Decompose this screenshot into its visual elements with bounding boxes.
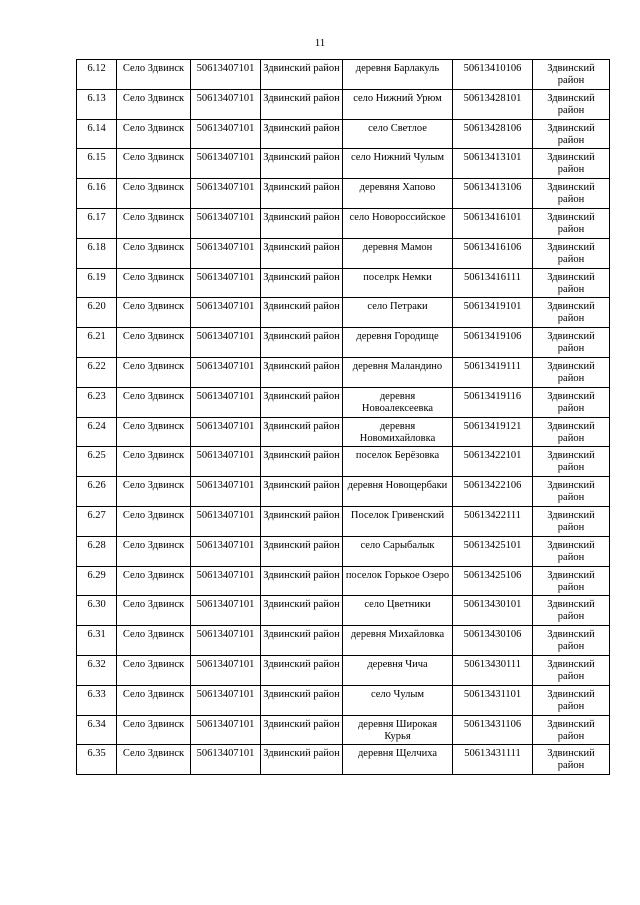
destination-settlement-cell: деревня Широкая Курья (343, 715, 453, 745)
row-number-cell: 6.24 (77, 417, 117, 447)
row-number-cell: 6.23 (77, 387, 117, 417)
row-number-cell: 6.15 (77, 149, 117, 179)
destination-oktmo-cell: 50613430111 (453, 655, 533, 685)
origin-oktmo-cell: 50613407101 (191, 506, 261, 536)
origin-settlement-cell: Село Здвинск (117, 715, 191, 745)
table-row (77, 477, 610, 507)
origin-settlement-cell: Село Здвинск (117, 685, 191, 715)
row-number-cell: 6.34 (77, 715, 117, 745)
page-number: 11 (314, 37, 326, 49)
table-row (77, 387, 610, 417)
origin-district-cell: Здвинский район (261, 506, 343, 536)
row-number-cell: 6.16 (77, 179, 117, 209)
origin-settlement-cell: Село Здвинск (117, 179, 191, 209)
row-number-cell: 6.21 (77, 328, 117, 358)
table-row (77, 417, 610, 447)
row-number-cell: 6.29 (77, 566, 117, 596)
origin-oktmo-cell: 50613407101 (191, 179, 261, 209)
origin-oktmo-cell: 50613407101 (191, 357, 261, 387)
destination-district-cell: Здвинский район (533, 298, 610, 328)
destination-district-cell: Здвинский район (533, 328, 610, 358)
destination-district-cell: Здвинский район (533, 238, 610, 268)
table-row (77, 506, 610, 536)
table-row (77, 685, 610, 715)
origin-district-cell: Здвинский район (261, 149, 343, 179)
origin-settlement-cell: Село Здвинск (117, 328, 191, 358)
table-row (77, 298, 610, 328)
origin-oktmo-cell: 50613407101 (191, 477, 261, 507)
table-row (77, 745, 610, 775)
destination-oktmo-cell: 50613422106 (453, 477, 533, 507)
destination-settlement-cell: село Нижний Урюм (343, 89, 453, 119)
origin-district-cell: Здвинский район (261, 179, 343, 209)
origin-district-cell: Здвинский район (261, 298, 343, 328)
destination-settlement-cell: Поселок Гривенский (343, 506, 453, 536)
destination-district-cell: Здвинский район (533, 119, 610, 149)
destination-oktmo-cell: 50613419101 (453, 298, 533, 328)
origin-district-cell: Здвинский район (261, 119, 343, 149)
row-number-cell: 6.13 (77, 89, 117, 119)
destination-settlement-cell: деревня Барлакуль (343, 60, 453, 90)
origin-district-cell: Здвинский район (261, 596, 343, 626)
table-row (77, 208, 610, 238)
destination-oktmo-cell: 50613425106 (453, 566, 533, 596)
origin-oktmo-cell: 50613407101 (191, 328, 261, 358)
table-row (77, 596, 610, 626)
origin-settlement-cell: Село Здвинск (117, 447, 191, 477)
table-row (77, 536, 610, 566)
destination-settlement-cell: село Петраки (343, 298, 453, 328)
origin-settlement-cell: Село Здвинск (117, 89, 191, 119)
origin-oktmo-cell: 50613407101 (191, 566, 261, 596)
origin-settlement-cell: Село Здвинск (117, 566, 191, 596)
destination-district-cell: Здвинский район (533, 149, 610, 179)
origin-settlement-cell: Село Здвинск (117, 477, 191, 507)
destination-settlement-cell: деревяня Хапово (343, 179, 453, 209)
destination-district-cell: Здвинский район (533, 208, 610, 238)
destination-oktmo-cell: 50613422101 (453, 447, 533, 477)
destination-oktmo-cell: 50613416101 (453, 208, 533, 238)
origin-district-cell: Здвинский район (261, 655, 343, 685)
origin-settlement-cell: Село Здвинск (117, 149, 191, 179)
destination-district-cell: Здвинский район (533, 60, 610, 90)
destination-oktmo-cell: 50613422111 (453, 506, 533, 536)
origin-settlement-cell: Село Здвинск (117, 387, 191, 417)
destination-settlement-cell: село Нижний Чулым (343, 149, 453, 179)
table-row (77, 119, 610, 149)
origin-oktmo-cell: 50613407101 (191, 119, 261, 149)
origin-district-cell: Здвинский район (261, 328, 343, 358)
destination-oktmo-cell: 50613410106 (453, 60, 533, 90)
destination-settlement-cell: село Светлое (343, 119, 453, 149)
row-number-cell: 6.22 (77, 357, 117, 387)
origin-oktmo-cell: 50613407101 (191, 655, 261, 685)
origin-settlement-cell: Село Здвинск (117, 268, 191, 298)
origin-oktmo-cell: 50613407101 (191, 745, 261, 775)
destination-settlement-cell: село Чулым (343, 685, 453, 715)
origin-district-cell: Здвинский район (261, 357, 343, 387)
origin-settlement-cell: Село Здвинск (117, 626, 191, 656)
destination-oktmo-cell: 50613431101 (453, 685, 533, 715)
origin-settlement-cell: Село Здвинск (117, 208, 191, 238)
destination-oktmo-cell: 50613419121 (453, 417, 533, 447)
origin-district-cell: Здвинский район (261, 387, 343, 417)
destination-district-cell: Здвинский район (533, 89, 610, 119)
origin-district-cell: Здвинский район (261, 447, 343, 477)
table-row (77, 60, 610, 90)
destination-settlement-cell: село Новороссийское (343, 208, 453, 238)
origin-settlement-cell: Село Здвинск (117, 357, 191, 387)
row-number-cell: 6.35 (77, 745, 117, 775)
origin-district-cell: Здвинский район (261, 536, 343, 566)
destination-oktmo-cell: 50613431111 (453, 745, 533, 775)
origin-settlement-cell: Село Здвинск (117, 596, 191, 626)
destination-district-cell: Здвинский район (533, 626, 610, 656)
destination-oktmo-cell: 50613431106 (453, 715, 533, 745)
row-number-cell: 6.31 (77, 626, 117, 656)
origin-district-cell: Здвинский район (261, 477, 343, 507)
destination-settlement-cell: село Сарыбалык (343, 536, 453, 566)
row-number-cell: 6.32 (77, 655, 117, 685)
row-number-cell: 6.18 (77, 238, 117, 268)
destination-settlement-cell: поселрк Немки (343, 268, 453, 298)
destination-district-cell: Здвинский район (533, 179, 610, 209)
origin-district-cell: Здвинский район (261, 268, 343, 298)
origin-district-cell: Здвинский район (261, 626, 343, 656)
destination-oktmo-cell: 50613419116 (453, 387, 533, 417)
table-row (77, 238, 610, 268)
origin-district-cell: Здвинский район (261, 238, 343, 268)
row-number-cell: 6.20 (77, 298, 117, 328)
row-number-cell: 6.17 (77, 208, 117, 238)
destination-settlement-cell: деревня Михайловка (343, 626, 453, 656)
table-row (77, 447, 610, 477)
origin-settlement-cell: Село Здвинск (117, 745, 191, 775)
origin-oktmo-cell: 50613407101 (191, 447, 261, 477)
origin-settlement-cell: Село Здвинск (117, 238, 191, 268)
destination-oktmo-cell: 50613425101 (453, 536, 533, 566)
origin-settlement-cell: Село Здвинск (117, 506, 191, 536)
destination-settlement-cell: поселок Берёзовка (343, 447, 453, 477)
destination-settlement-cell: деревня Чича (343, 655, 453, 685)
destination-district-cell: Здвинский район (533, 566, 610, 596)
origin-oktmo-cell: 50613407101 (191, 387, 261, 417)
destination-settlement-cell: деревня Новомихайловка (343, 417, 453, 447)
row-number-cell: 6.12 (77, 60, 117, 90)
row-number-cell: 6.27 (77, 506, 117, 536)
destination-district-cell: Здвинский район (533, 417, 610, 447)
row-number-cell: 6.19 (77, 268, 117, 298)
table-row (77, 715, 610, 745)
destination-district-cell: Здвинский район (533, 268, 610, 298)
destination-district-cell: Здвинский район (533, 536, 610, 566)
destination-oktmo-cell: 50613419106 (453, 328, 533, 358)
origin-district-cell: Здвинский район (261, 89, 343, 119)
destination-oktmo-cell: 50613419111 (453, 357, 533, 387)
destination-oktmo-cell: 50613430101 (453, 596, 533, 626)
destination-settlement-cell: село Цветники (343, 596, 453, 626)
origin-oktmo-cell: 50613407101 (191, 208, 261, 238)
row-number-cell: 6.14 (77, 119, 117, 149)
destination-district-cell: Здвинский район (533, 715, 610, 745)
destination-oktmo-cell: 50613413106 (453, 179, 533, 209)
table-row (77, 655, 610, 685)
row-number-cell: 6.28 (77, 536, 117, 566)
destination-oktmo-cell: 50613428101 (453, 89, 533, 119)
origin-district-cell: Здвинский район (261, 685, 343, 715)
settlements-table (76, 59, 610, 775)
destination-settlement-cell: поселок Горькое Озеро (343, 566, 453, 596)
origin-oktmo-cell: 50613407101 (191, 685, 261, 715)
origin-oktmo-cell: 50613407101 (191, 417, 261, 447)
destination-oktmo-cell: 50613416106 (453, 238, 533, 268)
table-row (77, 89, 610, 119)
origin-oktmo-cell: 50613407101 (191, 715, 261, 745)
origin-district-cell: Здвинский район (261, 715, 343, 745)
destination-district-cell: Здвинский район (533, 387, 610, 417)
table-row (77, 357, 610, 387)
row-number-cell: 6.30 (77, 596, 117, 626)
origin-oktmo-cell: 50613407101 (191, 536, 261, 566)
table-row (77, 179, 610, 209)
origin-oktmo-cell: 50613407101 (191, 149, 261, 179)
origin-district-cell: Здвинский район (261, 60, 343, 90)
destination-district-cell: Здвинский район (533, 745, 610, 775)
table-body (77, 60, 610, 775)
origin-district-cell: Здвинский район (261, 417, 343, 447)
destination-settlement-cell: деревня Щелчиха (343, 745, 453, 775)
origin-district-cell: Здвинский район (261, 208, 343, 238)
destination-settlement-cell: деревня Новощербаки (343, 477, 453, 507)
destination-oktmo-cell: 50613430106 (453, 626, 533, 656)
destination-district-cell: Здвинский район (533, 685, 610, 715)
table-row (77, 149, 610, 179)
destination-district-cell: Здвинский район (533, 357, 610, 387)
destination-settlement-cell: деревня Мамон (343, 238, 453, 268)
destination-settlement-cell: деревня Городище (343, 328, 453, 358)
origin-settlement-cell: Село Здвинск (117, 60, 191, 90)
origin-oktmo-cell: 50613407101 (191, 596, 261, 626)
row-number-cell: 6.26 (77, 477, 117, 507)
destination-oktmo-cell: 50613428106 (453, 119, 533, 149)
origin-oktmo-cell: 50613407101 (191, 238, 261, 268)
origin-oktmo-cell: 50613407101 (191, 298, 261, 328)
destination-district-cell: Здвинский район (533, 477, 610, 507)
destination-district-cell: Здвинский район (533, 655, 610, 685)
origin-settlement-cell: Село Здвинск (117, 298, 191, 328)
destination-settlement-cell: деревня Маландино (343, 357, 453, 387)
destination-district-cell: Здвинский район (533, 596, 610, 626)
destination-oktmo-cell: 50613416111 (453, 268, 533, 298)
table-row (77, 268, 610, 298)
origin-district-cell: Здвинский район (261, 745, 343, 775)
table-row (77, 626, 610, 656)
destination-district-cell: Здвинский район (533, 506, 610, 536)
origin-settlement-cell: Село Здвинск (117, 536, 191, 566)
origin-oktmo-cell: 50613407101 (191, 60, 261, 90)
destination-district-cell: Здвинский район (533, 447, 610, 477)
origin-district-cell: Здвинский район (261, 566, 343, 596)
table-row (77, 328, 610, 358)
table-row (77, 566, 610, 596)
destination-settlement-cell: деревня Новоалексеевка (343, 387, 453, 417)
row-number-cell: 6.25 (77, 447, 117, 477)
origin-oktmo-cell: 50613407101 (191, 626, 261, 656)
origin-oktmo-cell: 50613407101 (191, 89, 261, 119)
origin-settlement-cell: Село Здвинск (117, 417, 191, 447)
origin-oktmo-cell: 50613407101 (191, 268, 261, 298)
origin-settlement-cell: Село Здвинск (117, 119, 191, 149)
origin-settlement-cell: Село Здвинск (117, 655, 191, 685)
row-number-cell: 6.33 (77, 685, 117, 715)
destination-oktmo-cell: 50613413101 (453, 149, 533, 179)
